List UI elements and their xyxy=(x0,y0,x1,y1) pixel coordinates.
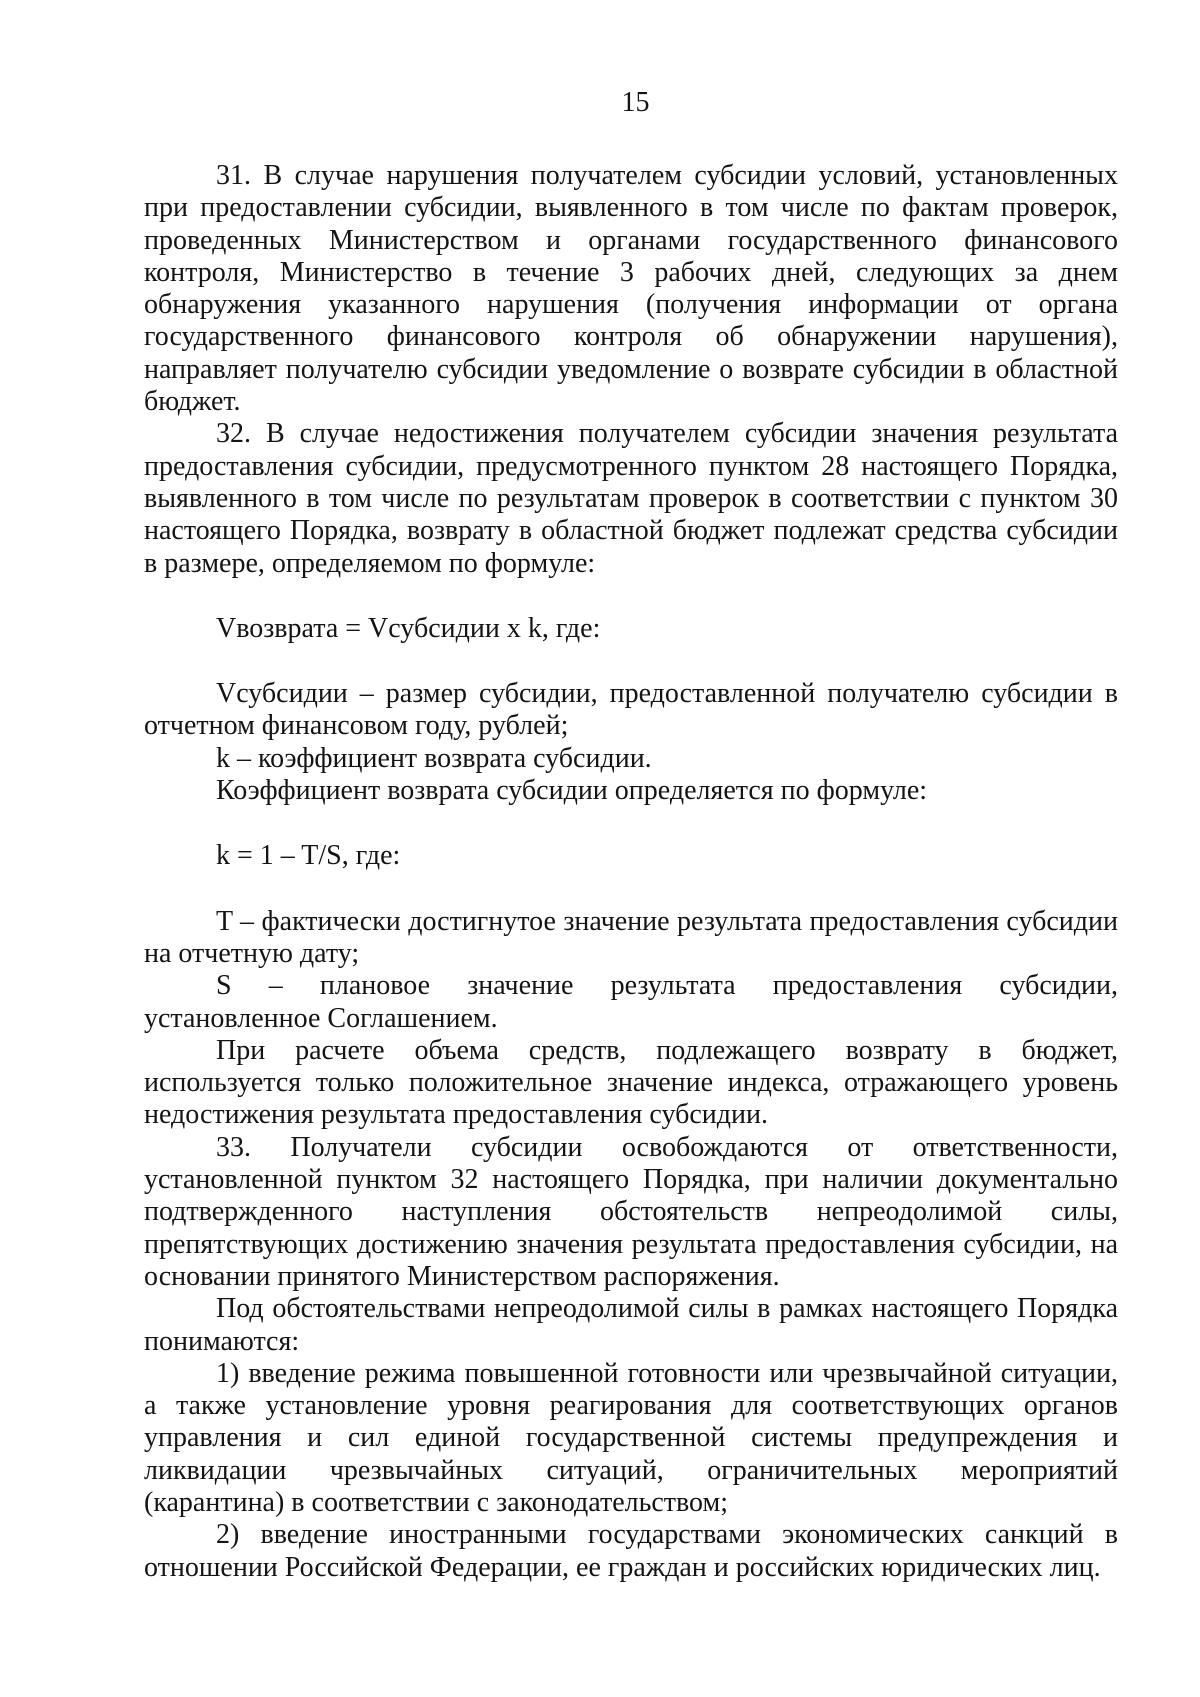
force-majeure-item-2: 2) введение иностранными государствами экономических санкций в отношении Российской Федерации, ее граждан и российских юридических лиц. xyxy=(144,1519,1118,1583)
definition-t: T – фактически достигнутое значение результата предоставления субсидии на отчетную дату; xyxy=(144,905,1118,969)
definition-s: S – плановое значение результата предоставления субсидии, установленное Соглашением. xyxy=(144,970,1118,1034)
paragraph-calculation-note: При расчете объема средств, подлежащего возврату в бюджет, используется только положительное значение индекса, отражающего уровень недостижения результата предоставления субсидии. xyxy=(144,1034,1118,1131)
formula-return-volume: Vвозврата = Vсубсидии х k, где: xyxy=(216,612,601,644)
formula-coefficient: k = 1 – T/S, где: xyxy=(216,840,401,872)
definition-k: k – коэффициент возврата субсидии. xyxy=(216,742,652,774)
force-majeure-intro: Под обстоятельствами непреодолимой силы в рамках настоящего Порядка понимаются: xyxy=(144,1293,1118,1357)
paragraph-32: 32. В случае недостижения получателем субсидии значения результата предоставления субсидии, предусмотренного пунктом 28 настоящего Порядка, выявленного в том числе по результатам проверок в соответствии с пунктом 30 настоящего Порядка, возврату в областной бюджет подлежат средства субсидии в размере, определяемом по формуле: xyxy=(144,418,1118,579)
paragraph-31: 31. В случае нарушения получателем субсидии условий, установленных при предоставлении субсидии, выявленного в том числе по фактам проверок, проведенных Министерством и органами государственного финансового контроля, Министерство в течение 3 рабочих дней, следующих за днем обнаружения указанного нарушения (получения информации от органа государственного финансового контроля об обнаружении нарушения), направляет получателю субсидии уведомление о возврате субсидии в областной бюджет. xyxy=(144,160,1118,418)
paragraph-33: 33. Получатели субсидии освобождаются от ответственности, установленной пунктом 32 настоящего Порядка, при наличии документально подтвержденного наступления обстоятельств непреодолимой силы, препятствующих достижению значения результата предоставления субсидии, на основании принятого Министерством распоряжения. xyxy=(144,1131,1118,1292)
definition-subsidy-volume: Vсубсидии – размер субсидии, предоставленной получателю субсидии в отчетном финансовом году, рублей; xyxy=(144,678,1118,742)
page-number: 15 xyxy=(621,87,650,118)
document-body xyxy=(144,160,1118,1584)
coefficient-intro: Коэффициент возврата субсидии определяется по формуле: xyxy=(216,775,928,807)
force-majeure-item-1: 1) введение режима повышенной готовности или чрезвычайной ситуации, а также установление уровня реагирования для соответствующих органов управления и сил единой государственной системы предупреждения и ликвидации чрезвычайных ситуаций, ограничительных мероприятий (карантина) в соответствии с законодательством; xyxy=(144,1357,1118,1518)
